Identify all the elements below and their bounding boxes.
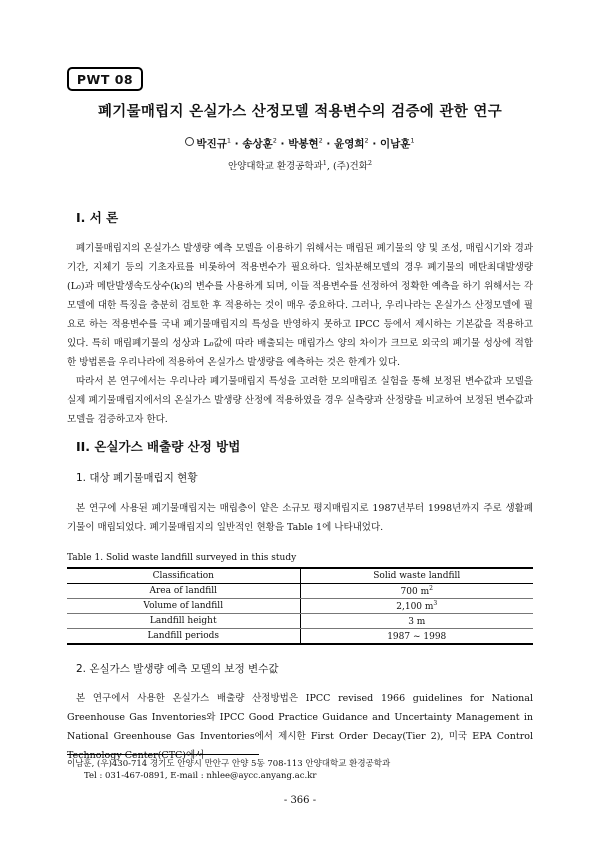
footnote-divider xyxy=(67,754,259,755)
author-name: 윤영희 xyxy=(334,138,365,150)
subsection-heading-landfill: 1. 대상 폐기물매립지 현황 xyxy=(76,472,198,484)
author-name: 이남훈 xyxy=(379,138,411,150)
author-name: 박봉현 xyxy=(288,138,319,150)
footnote-contact: Tel : 031-467-0891, E-mail : nhlee@aycc.anyang.ac.kr xyxy=(84,771,317,781)
author-affil-mark: 2 xyxy=(318,136,323,145)
table-caption: Table 1. Solid waste landfill surveyed in this study xyxy=(67,553,297,563)
affil-mark: 1 xyxy=(322,158,327,167)
affiliation-rest: , (주)건화 xyxy=(326,161,368,172)
table-header-cell: Solid waste landfill xyxy=(300,568,533,584)
table-cell-value: 2,100 $m^3$ xyxy=(300,599,533,614)
author-affil-mark: 2 xyxy=(272,136,277,145)
paper-code-badge: PWT 08 xyxy=(67,67,143,91)
table-row xyxy=(67,614,533,629)
table-header-cell: Classification xyxy=(67,568,300,584)
model-paragraph: 본 연구에서 사용한 온실가스 배출량 산정방법은 IPCC revised 1966 guidelines for National Greenhouse Gas Inventories와 IPCC Good Practice Guidance and Uncertainty Management in National Greenhouse Gas Inventories에서 제시한 First Order Decay(Tier 2), 미국 EPA Control Technology Center(CTC)에서 xyxy=(67,693,533,761)
author-affil-mark: 1 xyxy=(410,136,415,145)
table-row xyxy=(67,584,533,599)
table-cell-label: Landfill height xyxy=(67,614,300,629)
paper-title: 폐기물매립지 온실가스 산정모델 적용변수의 검증에 관한 연구 xyxy=(97,104,503,120)
author-list: 박진규$^1$ · 송상훈$^2$ · 박봉현$^2$ · 윤영희$^2$ · 이남훈$^1$ xyxy=(60,136,540,151)
affiliation-main: 안양대학교 환경공학과 xyxy=(227,161,323,172)
table-cell-label: Area of landfill xyxy=(67,584,300,599)
presenter-circle-icon xyxy=(185,137,194,146)
table-cell-label: Landfill periods xyxy=(67,629,300,645)
section-heading-intro: I. 서 론 xyxy=(76,210,119,225)
author-name: 송상훈 xyxy=(242,138,273,150)
table-cell-value: 1987 ~ 1998 xyxy=(300,629,533,645)
page-number: - 366 - xyxy=(283,795,317,806)
table-cell-value: 3 m xyxy=(300,614,533,629)
affil-mark: 2 xyxy=(367,158,373,167)
affiliation xyxy=(60,158,540,172)
section-heading-methods: II. 온실가스 배출량 산정 방법 xyxy=(76,439,241,454)
intro-paragraph-2: 따라서 본 연구에서는 우리나라 폐기물매립지 특성을 고려한 모의매립조 실험을 통해 보정된 변수값과 모델을 실제 폐기물매립지에서의 온실가스 발생량 산정에 적용하였을 경우 실측량과 산정량을 비교하여 보정된 변수값과 모델을 검증하고자 한다. xyxy=(67,376,533,425)
table-cell-value: 700 $m^2$ xyxy=(300,584,533,599)
landfill-table xyxy=(67,567,533,645)
subsection-heading-model: 2. 온실가스 발생량 예측 모델의 보정 변수값 xyxy=(76,663,279,675)
author-name: 박진규 xyxy=(196,138,227,150)
table-row xyxy=(67,599,533,614)
table-row xyxy=(67,629,533,645)
table-header-row xyxy=(67,568,533,584)
footnote-address: 이남훈, (우)430-714 경기도 안양시 만안구 안양 5동 708-113 안양대학교 환경공학과 xyxy=(67,759,391,769)
author-affil-mark: 1 xyxy=(226,136,231,145)
landfill-paragraph: 본 연구에 사용된 폐기물매립지는 매립층이 얕은 소규모 평지매립지로 1987년부터 1998년까지 주로 생활폐기물이 매립되었다. 폐기물매립지의 일반적인 현황을 Table 1에 나타내었다. xyxy=(67,503,533,533)
table-cell-label: Volume of landfill xyxy=(67,599,300,614)
intro-paragraph-1: 폐기물매립지의 온실가스 발생량 예측 모델을 이용하기 위해서는 매립된 폐기물의 양 및 조성, 매립시기와 경과기간, 지체기 등의 기초자료를 비롯하여 적용변수가 필요하다. 일차분해모델의 경우 폐기물의 메탄최대발생량(L₀)과 메탄발생속도상수(k)의 변수를 사용하게 되며, 이들 적용변수를 선정하여 정확한 예측을 하기 위해서는 각 모델에 대한 특징을 충분히 검토한 후 적용하는 것이 매우 중요하다. 그러나, 우리나라는 온실가스 산정모델에 필요로 하는 적용변수를 국내 폐기물매립지의 특성을 반영하지 못하고 IPCC 등에서 제시하는 기본값을 적용하고 있다. 특히 매립폐기물의 성상과 L₀값에 따라 배출되는 매립가스 양의 차이가 크므로 외국의 폐기물 성상에 적합한 방법론을 우리나라에 적용하여 온실가스 발생량을 예측하는 것은 한계가 있다. xyxy=(67,243,533,368)
author-affil-mark: 2 xyxy=(364,136,369,145)
